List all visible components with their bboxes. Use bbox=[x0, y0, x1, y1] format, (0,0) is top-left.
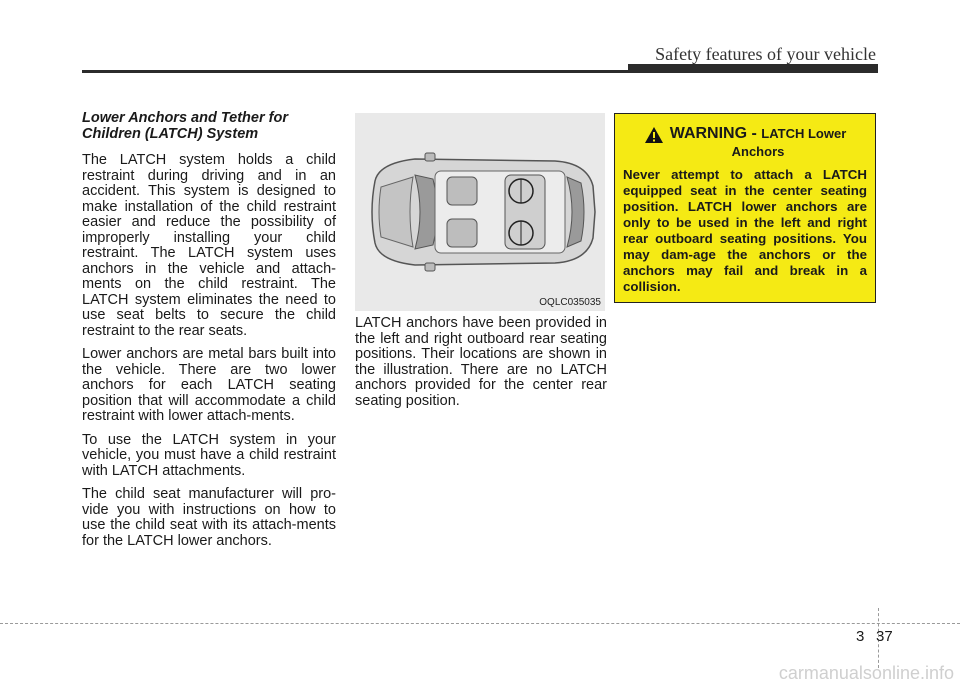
page-number: 37 bbox=[876, 628, 893, 645]
paragraph-latch-anchors: LATCH anchors have been provided in the left and right outboard rear seating positions. Their locations are shown in the illustration. There are no LATCH anchors provided for the center rear seating position. bbox=[355, 315, 607, 409]
paragraph-intro: The LATCH system holds a child restraint during driving and in an accident. This system is designed to make installation of the child restraint easier and reduce the possibility of improperly installing your child restraint. The LATCH system uses anchors in the vehicle and attach-ments on the child restraint. The LATCH system eliminates the need to use seat belts to secure the child restraint to the rear seats. bbox=[82, 152, 336, 339]
footer-rule bbox=[0, 623, 960, 624]
middle-column bbox=[355, 113, 607, 417]
watermark: carmanualsonline.info bbox=[778, 663, 954, 683]
car-top-view-figure bbox=[355, 113, 605, 311]
car-top-view-illustration bbox=[355, 113, 605, 311]
section-header-title: Safety features of your vehicle bbox=[655, 44, 876, 64]
paragraph-use-latch: To use the LATCH system in your vehicle, you must have a child restraint with LATCH attachments. bbox=[82, 431, 336, 479]
figure-code: OQLC035035 bbox=[539, 297, 601, 308]
warning-triangle-icon bbox=[644, 126, 664, 144]
warning-body: Never attempt to attach a LATCH equipped seat in the center seating position. LATCH lower anchors are only to be used in the left and right rear outboard seating positions. You may dam-age the anchors or the anchors may fail and break in a collision. bbox=[623, 167, 867, 294]
warning-header bbox=[623, 125, 867, 159]
header-tab bbox=[628, 64, 878, 71]
warning-box bbox=[614, 113, 876, 303]
paragraph-manufacturer: The child seat manufacturer will pro-vide you with instructions on how to use the child seat with its attach-ments for the LATCH lower anchors. bbox=[82, 486, 336, 549]
page-chapter: 3 bbox=[856, 628, 865, 645]
warning-subtitle-line2: Anchors bbox=[731, 144, 785, 159]
section-subheading: Lower Anchors and Tether for Children (LATCH) System bbox=[82, 110, 288, 142]
warning-title-wrap bbox=[670, 125, 847, 159]
warning-subtitle: LATCH Lower bbox=[761, 126, 847, 141]
left-column bbox=[82, 110, 336, 557]
warning-title: WARNING - bbox=[669, 125, 757, 142]
paragraph-lower-anchors: Lower anchors are metal bars built into the vehicle. There are two lower anchors for each LATCH seating position that will accommodate a child restraint with lower attach-ments. bbox=[82, 346, 336, 424]
